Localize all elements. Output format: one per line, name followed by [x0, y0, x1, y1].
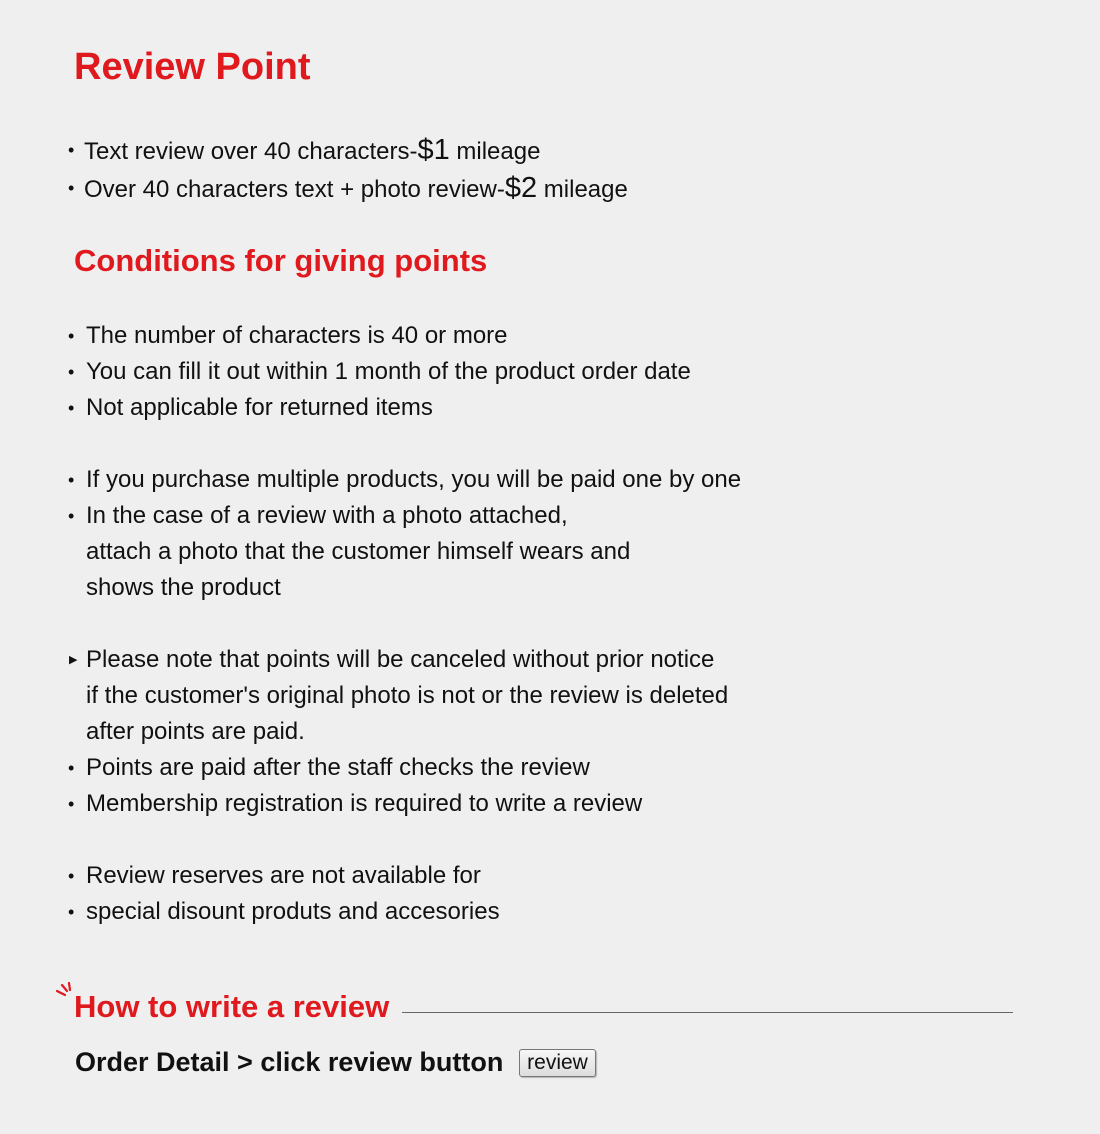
condition-text: The number of characters is 40 or more — [86, 322, 508, 349]
review-point-title: Review Point — [74, 46, 311, 88]
reward-amount: $1 — [417, 134, 450, 166]
reward-suffix: mileage — [449, 138, 541, 165]
conditions-group-2 — [68, 462, 741, 606]
condition-text: You can fill it out within 1 month of the product order date — [86, 358, 691, 385]
bullet-icon: • — [68, 866, 75, 886]
condition-text: Membership registration is required to write a review — [86, 790, 643, 817]
list-item — [68, 132, 628, 170]
condition-text-line: In the case of a review with a photo attached, — [86, 502, 568, 529]
list-item — [68, 858, 500, 894]
condition-text: Points are paid after the staff checks the review — [86, 754, 590, 781]
list-item — [68, 642, 728, 750]
list-item — [68, 318, 691, 354]
bullet-icon: • — [68, 362, 75, 382]
list-item — [68, 498, 741, 606]
how-to-title: How to write a review — [74, 989, 390, 1024]
review-button[interactable]: review — [519, 1049, 596, 1077]
condition-text: If you purchase multiple products, you will be paid one by one — [86, 466, 742, 493]
conditions-title: Conditions for giving points — [74, 243, 488, 278]
condition-text: Not applicable for returned items — [86, 394, 433, 421]
review-point-list — [68, 132, 628, 208]
list-item — [68, 786, 728, 822]
list-item — [68, 750, 728, 786]
reward-text: Text review over 40 characters- — [84, 138, 418, 165]
list-item — [68, 462, 741, 498]
reward-text: Over 40 characters text + photo review- — [84, 176, 505, 203]
list-item — [68, 354, 691, 390]
list-item — [68, 894, 500, 930]
condition-text-line: shows the product — [86, 574, 281, 601]
condition-text: special disount produts and accesories — [86, 898, 500, 925]
list-item — [68, 390, 691, 426]
reward-suffix: mileage — [537, 176, 628, 203]
condition-text-line: after points are paid. — [86, 718, 305, 745]
bullet-icon: • — [68, 470, 75, 490]
how-to-instruction: Order Detail > click review button — [75, 1047, 504, 1077]
bullet-icon: • — [68, 794, 75, 814]
conditions-group-3 — [68, 642, 728, 822]
bullet-icon: • — [68, 398, 75, 418]
condition-text-line: attach a photo that the customer himself wears and — [86, 538, 631, 565]
bullet-icon: • — [68, 178, 75, 198]
spark-icon — [54, 981, 74, 1001]
conditions-group-4 — [68, 858, 500, 930]
bullet-icon: • — [68, 758, 75, 778]
section-divider — [402, 1012, 1013, 1013]
condition-text-line: if the customer's original photo is not or the review is deleted — [86, 682, 729, 709]
bullet-icon: • — [68, 902, 75, 922]
condition-text: Review reserves are not available for — [86, 862, 481, 889]
triangle-bullet-icon: ▶ — [69, 654, 78, 666]
bullet-icon: • — [68, 506, 75, 526]
reward-amount: $2 — [504, 172, 538, 204]
condition-text-line: Please note that points will be canceled without prior notice — [86, 646, 715, 673]
conditions-group-1 — [68, 318, 691, 426]
list-item — [68, 170, 628, 208]
bullet-icon: • — [68, 326, 75, 346]
bullet-icon: • — [68, 140, 75, 160]
